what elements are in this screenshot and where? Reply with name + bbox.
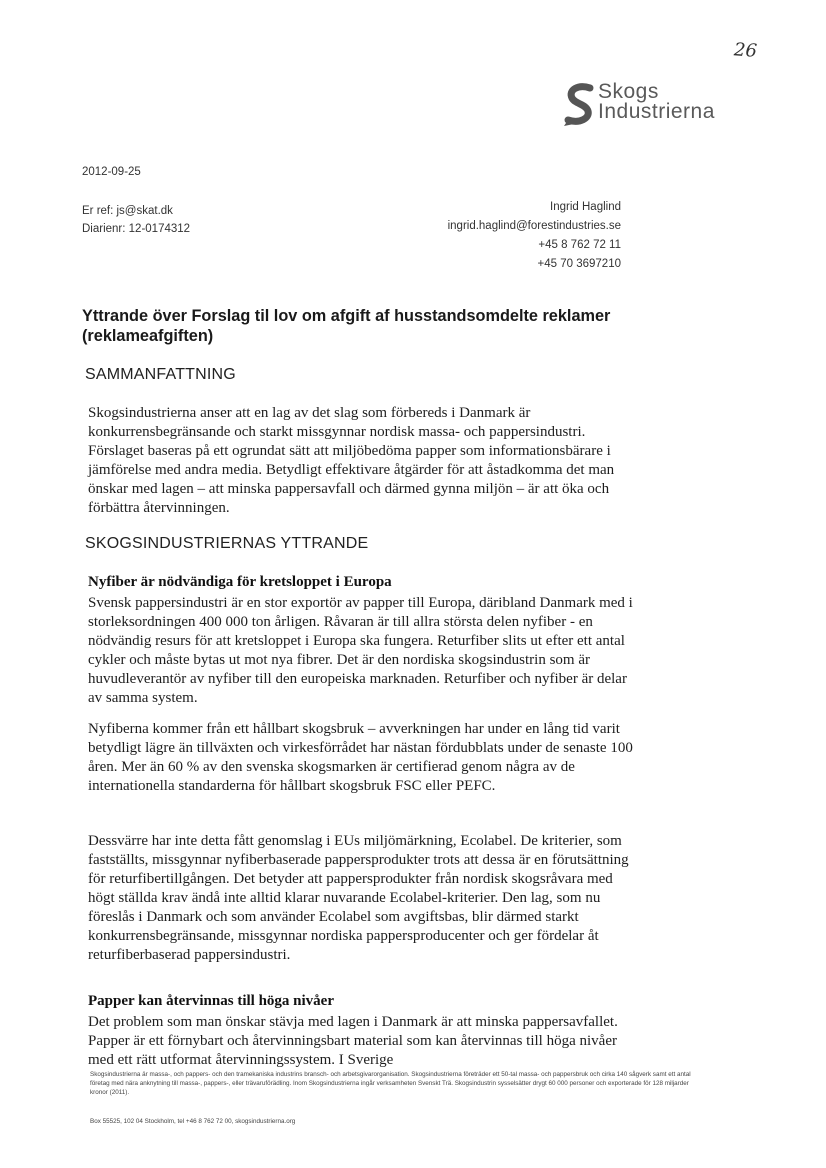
handwritten-page-number: 26 (733, 39, 758, 62)
section-1-paragraph-2: Nyfiberna kommer från ett hållbart skogsbruk – avverkningen har under en lång tid varit betydligt lägre än tillväxten och virkesförrådet har nästan fördubblats under de senaste 100 åren. Mer än 60 % av den svenska skogsmarken är certifierad genom några av de internationella standarderna för hållbart skogsbruk FSC eller PEFC. (88, 721, 633, 794)
diarienr: Diarienr: 12-0174312 (82, 223, 191, 235)
er-ref: Er ref: js@skat.dk (82, 205, 173, 217)
contact-block (448, 198, 621, 274)
skogsindustrierna-logo (560, 80, 720, 130)
contact-email: ingrid.haglind@forestindustries.se (447, 220, 621, 232)
section-2-paragraph-1: Det problem som man önskar stävja med lagen i Danmark är att minska pappersavfallet. Papper är ett förnybart och återvinningsbart material som kan återvinnas till höga nivåer med ett rätt utformat återvinningssystem. I Sverige (88, 1014, 618, 1068)
section-2-heading: Papper kan återvinnas till höga nivåer (88, 993, 334, 1009)
logo-s-mark-icon (560, 80, 600, 130)
section-1-paragraph-1: Svensk pappersindustri är en stor exportör av papper till Europa, däribland Danmark med i storleksordningen 400 000 ton årligen. Råvaran är till allra största delen nyfiber - en nödvändig resurs för att kretsloppet i Europa ska fungera. Returfiber slits ut efter ett antal cykler och måste bytas ut mot nya fibrer. Det är den nordiska skogsindustrin som är huvudleverantör av nyfiber till den europeiska marknaden. Returfiber och nyfiber är delar av samma system. (88, 595, 633, 706)
summary-heading: SAMMANFATTNING (85, 366, 236, 383)
contact-name: Ingrid Haglind (550, 201, 621, 213)
section-1-paragraph-3: Dessvärre har inte detta fått genomslag i EUs miljömärkning, Ecolabel. De kriterier, som fastställts, missgynnar nyfiberbaserade pappersprodukter trots att dessa är en förutsättning för returfibertillgången. Det betyder att pappersprodukter från nordisk skogsråvara med högt ställda krav ändå inte alltid klarar nuvarande Ecolabel-kriterier. Den lag, som nu föreslås i Danmark och som använder Ecolabel som avgiftsbas, blir därmed starkt konkurrensbegränsande, missgynnar nordiska pappersproducenter och ger fördelar åt returfiberbaserad pappersindustri. (88, 833, 629, 963)
footer-address: Box 55525, 102 04 Stockholm, tel +46 8 762 72 00, skogsindustrierna.org (90, 1118, 296, 1125)
document-title: Yttrande över Forslag til lov om afgift af husstandsomdelte reklamer (reklameafgiften) (82, 307, 611, 345)
statement-heading: SKOGSINDUSTRIERNAS YTTRANDE (85, 535, 369, 552)
section-1-heading: Nyfiber är nödvändiga för kretsloppet i Europa (88, 574, 392, 590)
logo-line-2: Industrierna (598, 100, 715, 123)
footer-text: Skogsindustrierna är massa-, och pappers- och den tramekaniska industrins bransch- och arbetsgivarorganisation. Skogsindustrierna företräder ett 50-tal massa- och pappersbruk och cirka 140 sågverk samt ett antal företag med nära anknytning till massa-, pappers-, eller trävaruförädling. Inom Skogsindustrierna ingår verksamheten Svenskt Trä. Skogsindustrin sysselsätter drygt 60 000 personer och exporterade för 128 miljarder kronor (2011). (90, 1071, 691, 1096)
contact-phone-1: +45 8 762 72 11 (538, 239, 621, 251)
contact-phone-2: +45 70 3697210 (537, 258, 621, 270)
letter-date: 2012-09-25 (82, 166, 141, 178)
logo-line-1: Skogs (598, 80, 659, 103)
reference-block (82, 202, 190, 238)
summary-text: Skogsindustrierna anser att en lag av det slag som förbereds i Danmark är konkurrensbegränsande och starkt missgynnar nordisk massa- och pappersindustri. Förslaget baseras på ett ogrundat sätt att miljöbedöma papper som informationsbärare i jämförelse med andra media. Betydligt effektivare åtgärder för att åstadkomma det man önskar med lagen – att minska pappersavfall och därmed gynna miljön – är att öka och förbättra återvinningen. (88, 405, 615, 516)
logo-wordmark (598, 82, 715, 122)
